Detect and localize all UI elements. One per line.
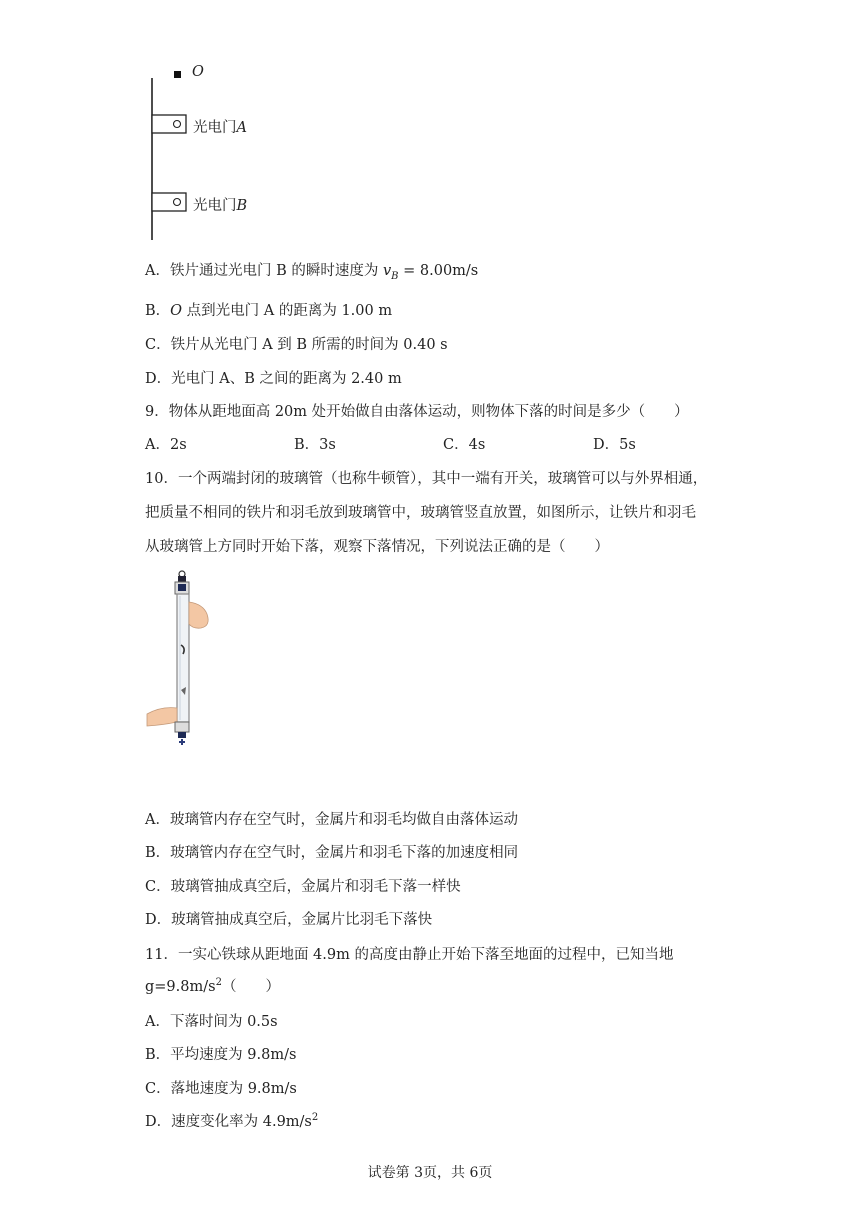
q11-stem-line1: 11．一实心铁球从距地面 4.9m 的高度由静止开始下落至地面的过程中，已知当地 (145, 947, 674, 963)
q8-option-b-point: O (170, 303, 183, 319)
q11-stem-line2 (145, 975, 280, 996)
q11-option-b[interactable]: B．平均速度为 9.8m/s (145, 1047, 297, 1063)
q11-option-d-exponent: 2 (311, 1112, 319, 1124)
q9-option-b[interactable]: B．3s (294, 437, 336, 453)
q9-stem: 9．物体从距地面高 20m 处开始做自由落体运动，则物体下落的时间是多少（ ） (145, 404, 689, 420)
page-footer: 试卷第 3页，共 6页 (367, 1165, 493, 1181)
q8-option-a[interactable] (145, 259, 478, 282)
q10-option-b[interactable]: B．玻璃管内存在空气时，金属片和羽毛下落的加速度相同 (145, 845, 519, 861)
q8-option-c[interactable]: C．铁片从光电门 A 到 B 所需的时间为 0.40 s (145, 337, 448, 353)
q9-option-d[interactable]: D．5s (593, 437, 636, 453)
gate-a-label (193, 116, 247, 137)
q10-option-a[interactable]: A．玻璃管内存在空气时，金属片和羽毛均做自由落体运动 (145, 812, 518, 828)
gate-a-text: 光电门 (193, 120, 237, 136)
q8-option-d[interactable]: D．光电门 A、B 之间的距离为 2.40 m (145, 371, 402, 387)
q8-option-b-text: 点到光电门 A 的距离为 1.00 m (182, 303, 393, 319)
q11-option-a[interactable]: A．下落时间为 0.5s (145, 1014, 278, 1030)
gravity-exponent: 2 (215, 977, 222, 989)
point-o-label: O (192, 64, 204, 80)
q8-option-b-prefix: B． (145, 303, 171, 319)
gate-b-letter: B (236, 198, 248, 214)
newton-tube-image (145, 568, 215, 750)
q10-option-d[interactable]: D．玻璃管抽成真空后，金属片比羽毛下落快 (145, 912, 433, 928)
q11-answer-blank: （ ） (221, 979, 280, 995)
gate-b-text: 光电门 (193, 198, 237, 214)
q9-option-a[interactable]: A．2s (145, 437, 187, 453)
q11-option-d[interactable] (145, 1110, 318, 1131)
velocity-value: = 8.00m/s (398, 263, 479, 279)
q11-option-c[interactable]: C．落地速度为 9.8m/s (145, 1081, 297, 1097)
q8-option-b[interactable] (145, 299, 392, 320)
q10-option-c[interactable]: C．玻璃管抽成真空后，金属片和羽毛下落一样快 (145, 879, 461, 895)
photogate-diagram (140, 60, 280, 245)
q9-option-c[interactable]: C．4s (443, 437, 486, 453)
q11-option-d-text: D．速度变化率为 4.9m/s (145, 1114, 312, 1130)
q10-stem-line2: 把质量不相同的铁片和羽毛放到玻璃管中，玻璃管竖直放置，如图所示，让铁片和羽毛 (145, 505, 696, 521)
iron-piece-marker (174, 71, 181, 78)
velocity-subscript: B (391, 270, 399, 282)
q10-stem-line1: 10．一个两端封闭的玻璃管（也称牛顿管），其中一端有开关，玻璃管可以与外界相通， (145, 471, 708, 487)
q10-stem-line3: 从玻璃管上方同时开始下落，观察下落情况，下列说法正确的是（ ） (145, 539, 609, 555)
gate-a-letter: A (236, 120, 247, 136)
velocity-symbol: v (382, 263, 392, 279)
gravity-value: g=9.8m/s (145, 979, 216, 995)
gate-b-label (193, 194, 247, 215)
q8-option-a-text: A．铁片通过光电门 B 的瞬时速度为 (145, 263, 383, 279)
